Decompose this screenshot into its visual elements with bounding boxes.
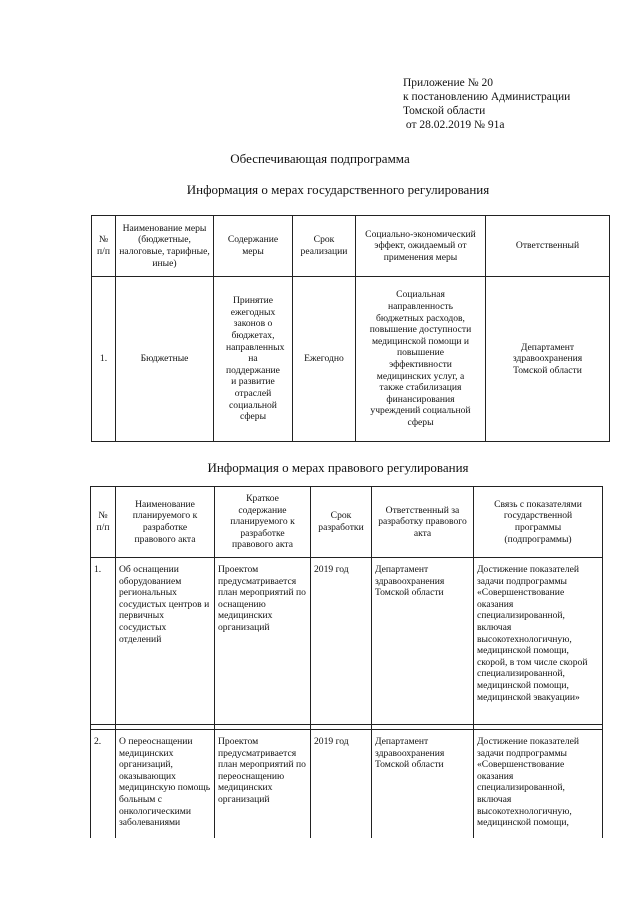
- table-cell: 2019 год: [311, 730, 372, 839]
- table-cell: Ежегодно: [293, 277, 356, 442]
- table-cell: Об оснащении оборудованием региональных сосудистых центров и первичных сосудистых отделений: [116, 558, 215, 725]
- table-cell: Департамент здравоохранения Томской области: [372, 558, 474, 725]
- header-cell: Ответственный: [486, 216, 610, 277]
- table-row: [92, 277, 610, 442]
- header-cell: Связь с показателями государственной программы (подпрограммы): [474, 487, 603, 558]
- appendix-reference: к постановлению Администрации: [403, 91, 571, 103]
- table-cell: Департамент здравоохранения Томской области: [372, 730, 474, 839]
- header-cell: Ответственный за разработку правового акта: [372, 487, 474, 558]
- table-cell: 1.: [92, 277, 116, 442]
- table-cell: Принятие ежегодных законов о бюджетах, направленных на поддержание и развитие отраслей социальной сферы: [214, 277, 293, 442]
- header-cell: Социально-экономический эффект, ожидаемый от применения меры: [356, 216, 486, 277]
- state-regulation-title: Информация о мерах государственного регулирования: [186, 182, 490, 197]
- appendix-date: от 28.02.2019 № 91а: [403, 119, 505, 131]
- table-row: [91, 558, 603, 725]
- table-cell: Проектом предусматривается план мероприятий по оснащению медицинских организаций: [215, 558, 311, 725]
- legal-regulation-title: Информация о мерах правового регулирования: [207, 460, 469, 475]
- header-cell: Наименование меры (бюджетные, налоговые, тарифные, иные): [116, 216, 214, 277]
- legal-regulation-table: [90, 486, 603, 838]
- table-cell: Социальная направленность бюджетных расходов, повышение доступности медицинской помощи и повышение эффективности медицинских услуг, а также стабилизация финансирования учреждений социальной сферы: [356, 277, 486, 442]
- header-cell: № п/п: [91, 487, 116, 558]
- subprogram-title: Обеспечивающая подпрограмма: [230, 151, 410, 166]
- header-cell: Срок разработки: [311, 487, 372, 558]
- table-cell: 1.: [91, 558, 116, 725]
- table-cell: Достижение показателей задачи подпрограммы «Совершенствование оказания специализированной, включая высокотехнологичную, медицинской помощи,: [474, 730, 603, 839]
- table-cell: 2019 год: [311, 558, 372, 725]
- table-header-row: [91, 487, 603, 558]
- appendix-header: [403, 76, 623, 132]
- table-header-row: [92, 216, 610, 277]
- header-cell: № п/п: [92, 216, 116, 277]
- header-cell: Срок реализации: [293, 216, 356, 277]
- table-cell: 2.: [91, 730, 116, 839]
- appendix-number: Приложение № 20: [403, 77, 493, 89]
- header-cell: Содержание меры: [214, 216, 293, 277]
- table-row: [91, 730, 603, 839]
- state-regulation-table: [91, 215, 610, 442]
- table-cell: Департамент здравоохранения Томской области: [486, 277, 610, 442]
- table-cell: О переоснащении медицинских организаций, оказывающих медицинскую помощь больным с онкологическими заболеваниями: [116, 730, 215, 839]
- header-cell: Краткое содержание планируемого к разработке правового акта: [215, 487, 311, 558]
- table-cell: Проектом предусматривается план мероприятий по переоснащению медицинских организаций: [215, 730, 311, 839]
- header-cell: Наименование планируемого к разработке правового акта: [116, 487, 215, 558]
- table-cell: Бюджетные: [116, 277, 214, 442]
- appendix-region: Томской области: [403, 105, 486, 117]
- table-cell: Достижение показателей задачи подпрограммы «Совершенствование оказания специализированной, включая высокотехнологичную, медицинской помощи, скорой, в том числе скорой специализированной, медицинской помощи, медицинской эвакуации»: [474, 558, 603, 725]
